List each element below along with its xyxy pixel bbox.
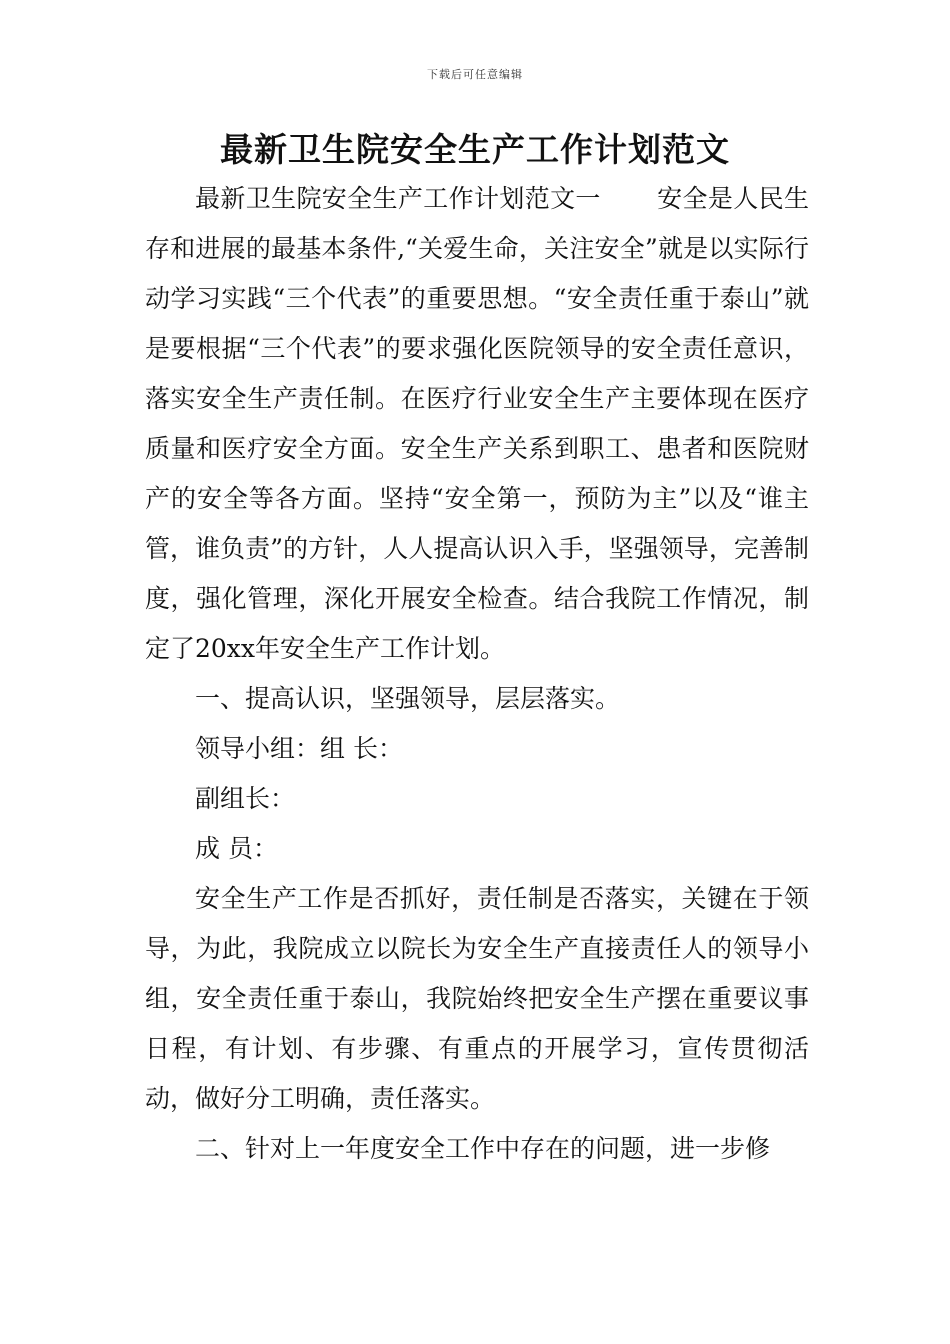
document-body xyxy=(145,174,809,1174)
document-title: 最新卫生院安全生产工作计划范文 xyxy=(220,130,730,169)
section-1-heading: 一、提高认识，坚强领导，层层落实。 xyxy=(195,684,621,713)
leader-group-line: 领导小组：组 长： xyxy=(195,734,403,763)
section-2-heading: 二、针对上一年度安全工作中存在的问题，进一步修 xyxy=(195,1134,771,1163)
intro-lead: 最新卫生院安全生产工作计划范文一 xyxy=(195,184,601,213)
section-1-body: 安全生产工作是否抓好，责任制是否落实，关键在于领导，为此，我院成立以院长为安全生产直接责任人的领导小组，安全责任重于泰山，我院始终把安全生产摆在重要议事日程，有计划、有步骤、有重点的开展学习，宣传贯彻活动，做好分工明确，责任落实。 xyxy=(145,884,809,1113)
intro-paragraph xyxy=(145,174,809,674)
intro-text: 安全是人民生存和进展的最基本条件,“关爱生命，关注安全”就是以实际行动学习实践“三个代表”的重要思想。“安全责任重于泰山”就是要根据“三个代表”的要求强化医院领导的安全责任意识，落实安全生产责任制。在医疗行业安全生产主要体现在医疗质量和医疗安全方面。安全生产关系到职工、患者和医院财产的安全等各方面。坚持“安全第一，预防为主”以及“谁主管，谁负责”的方针，人人提高认识入手，坚强领导，完善制度，强化管理，深化开展安全检查。结合我院工作情况，制定了20xx年安全生产工作计划。 xyxy=(145,184,809,663)
header-note: 下载后可任意编辑 xyxy=(427,68,523,81)
deputy-leader-line: 副组长： xyxy=(195,784,296,813)
members-line: 成 员： xyxy=(195,834,278,863)
